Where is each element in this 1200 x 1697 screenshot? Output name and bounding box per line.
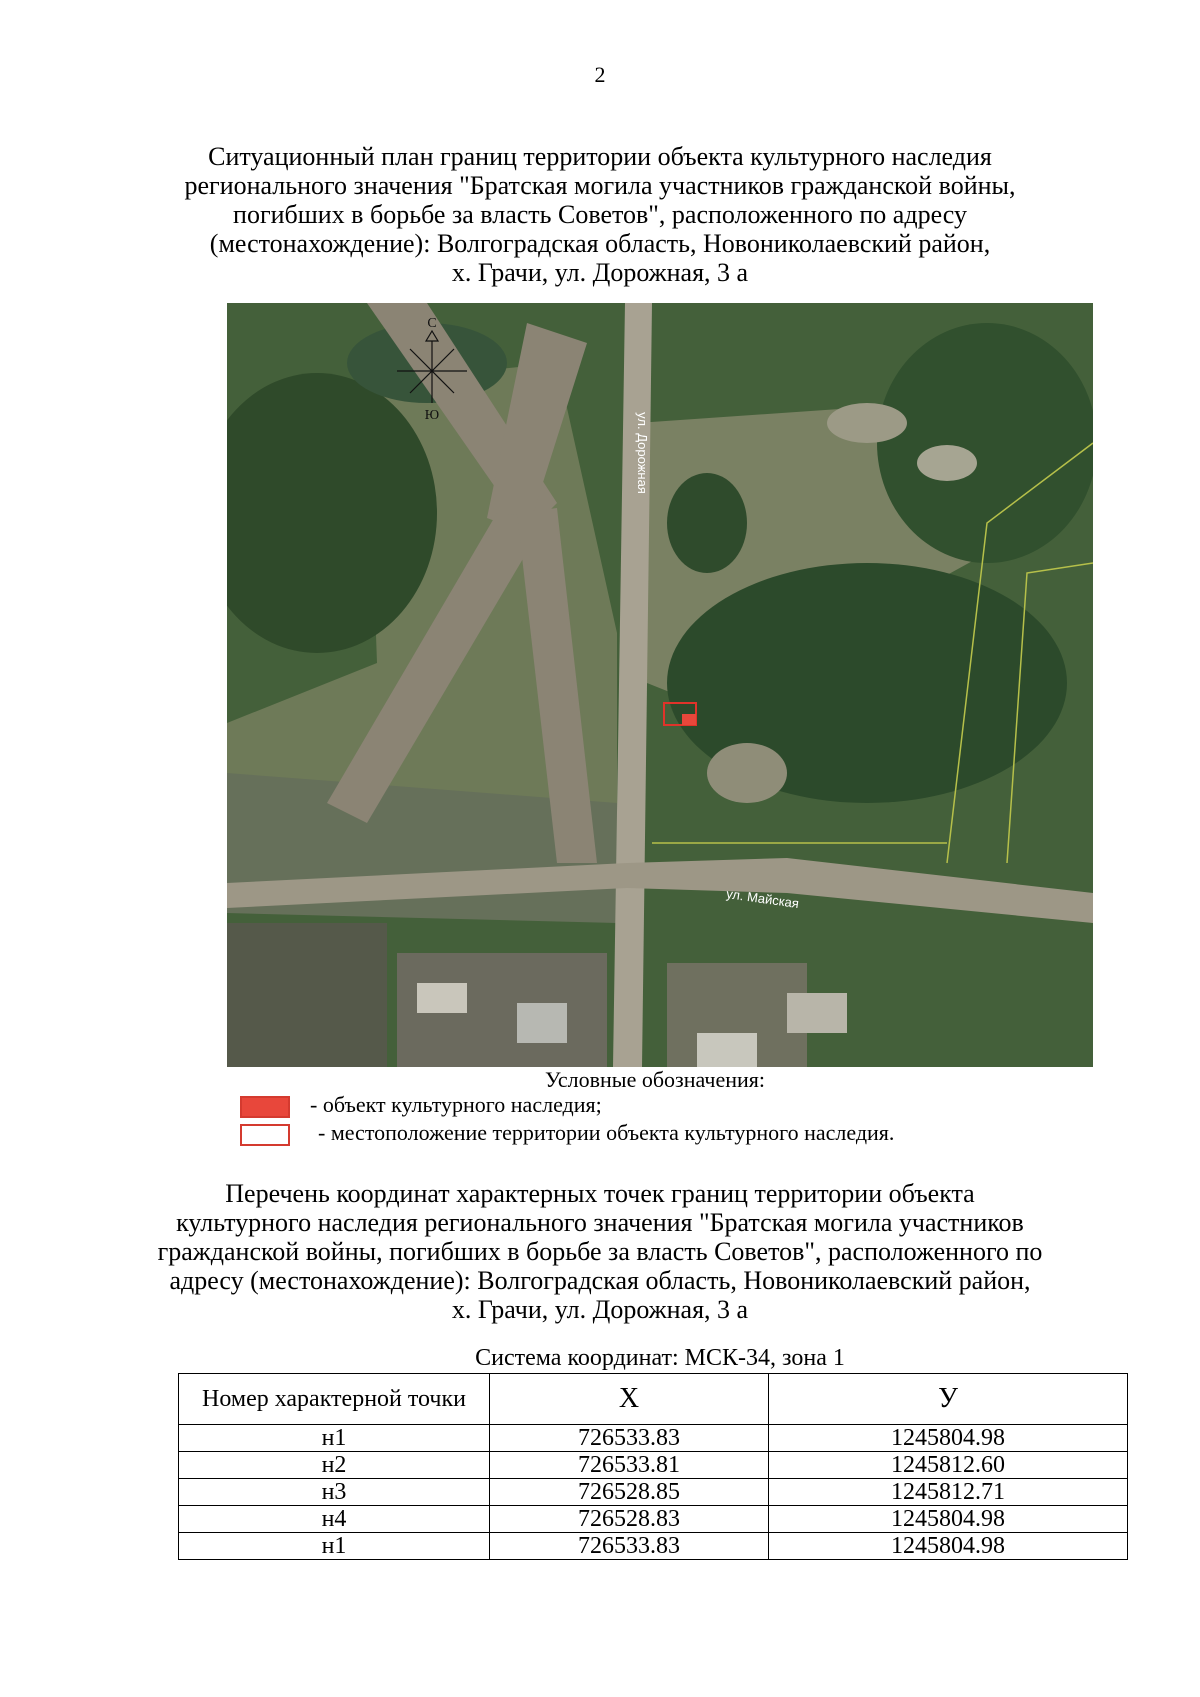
legend-label: - объект культурного наследия; bbox=[310, 1092, 602, 1117]
legend-swatch-filled bbox=[240, 1096, 290, 1118]
coordinates-list-title bbox=[120, 1179, 1080, 1324]
point-number-cell: н1 bbox=[179, 1533, 490, 1560]
y-cell: 1245812.60 bbox=[769, 1452, 1128, 1479]
street-label-dorozhnaya: ул. Дорожная bbox=[635, 412, 650, 494]
compass-north-label: С bbox=[427, 316, 437, 331]
legend-label: - местоположение территории объекта культурного наследия. bbox=[318, 1120, 895, 1145]
legend-swatch-outline bbox=[240, 1124, 290, 1146]
legend-title: Условные обозначения: bbox=[544, 1067, 766, 1092]
list-title-line: Перечень координат характерных точек границ территории объекта bbox=[225, 1179, 975, 1208]
y-cell: 1245812.71 bbox=[769, 1479, 1128, 1506]
title-line: Ситуационный план границ территории объекта культурного наследия bbox=[208, 142, 992, 171]
title-line: регионального значения "Братская могила участников гражданской войны, bbox=[184, 171, 1016, 200]
coordinates-table bbox=[178, 1373, 1128, 1560]
x-cell: 726528.83 bbox=[490, 1506, 769, 1533]
list-title-line: адресу (местонахождение): Волгоградская область, Новониколаевский район, bbox=[169, 1266, 1031, 1295]
page-number: 2 bbox=[594, 62, 606, 87]
coordinate-system-caption: Система координат: МСК-34, зона 1 bbox=[475, 1345, 845, 1371]
point-number-cell: н1 bbox=[179, 1425, 490, 1452]
situational-plan-map bbox=[227, 303, 1093, 1067]
table-row bbox=[179, 1506, 1128, 1533]
list-title-line: гражданской войны, погибших в борьбе за власть Советов", расположенного по bbox=[157, 1237, 1043, 1266]
table-row bbox=[179, 1452, 1128, 1479]
table-header-row bbox=[179, 1374, 1128, 1425]
point-number-cell: н4 bbox=[179, 1506, 490, 1533]
x-cell: 726533.83 bbox=[490, 1533, 769, 1560]
header-x: X bbox=[490, 1374, 769, 1425]
document-title bbox=[150, 142, 1050, 287]
compass-south-label: Ю bbox=[424, 408, 440, 423]
table-row bbox=[179, 1533, 1128, 1560]
x-cell: 726533.83 bbox=[490, 1425, 769, 1452]
table-row bbox=[179, 1425, 1128, 1452]
list-title-line: х. Грачи, ул. Дорожная, 3 а bbox=[451, 1295, 749, 1324]
point-number-cell: н3 bbox=[179, 1479, 490, 1506]
point-number-cell: н2 bbox=[179, 1452, 490, 1479]
y-cell: 1245804.98 bbox=[769, 1506, 1128, 1533]
header-point-number: Номер характерной точки bbox=[179, 1374, 490, 1425]
list-title-line: культурного наследия регионального значения "Братская могила участников bbox=[176, 1208, 1024, 1237]
table-row bbox=[179, 1479, 1128, 1506]
title-line: (местонахождение): Волгоградская область, Новониколаевский район, bbox=[209, 229, 991, 258]
y-cell: 1245804.98 bbox=[769, 1425, 1128, 1452]
x-cell: 726528.85 bbox=[490, 1479, 769, 1506]
y-cell: 1245804.98 bbox=[769, 1533, 1128, 1560]
title-line: х. Грачи, ул. Дорожная, 3 а bbox=[451, 258, 749, 287]
header-y: У bbox=[769, 1374, 1128, 1425]
title-line: погибших в борьбе за власть Советов", расположенного по адресу bbox=[233, 200, 967, 229]
x-cell: 726533.81 bbox=[490, 1452, 769, 1479]
street-label-mayskaya: ул. Майская bbox=[725, 886, 800, 912]
